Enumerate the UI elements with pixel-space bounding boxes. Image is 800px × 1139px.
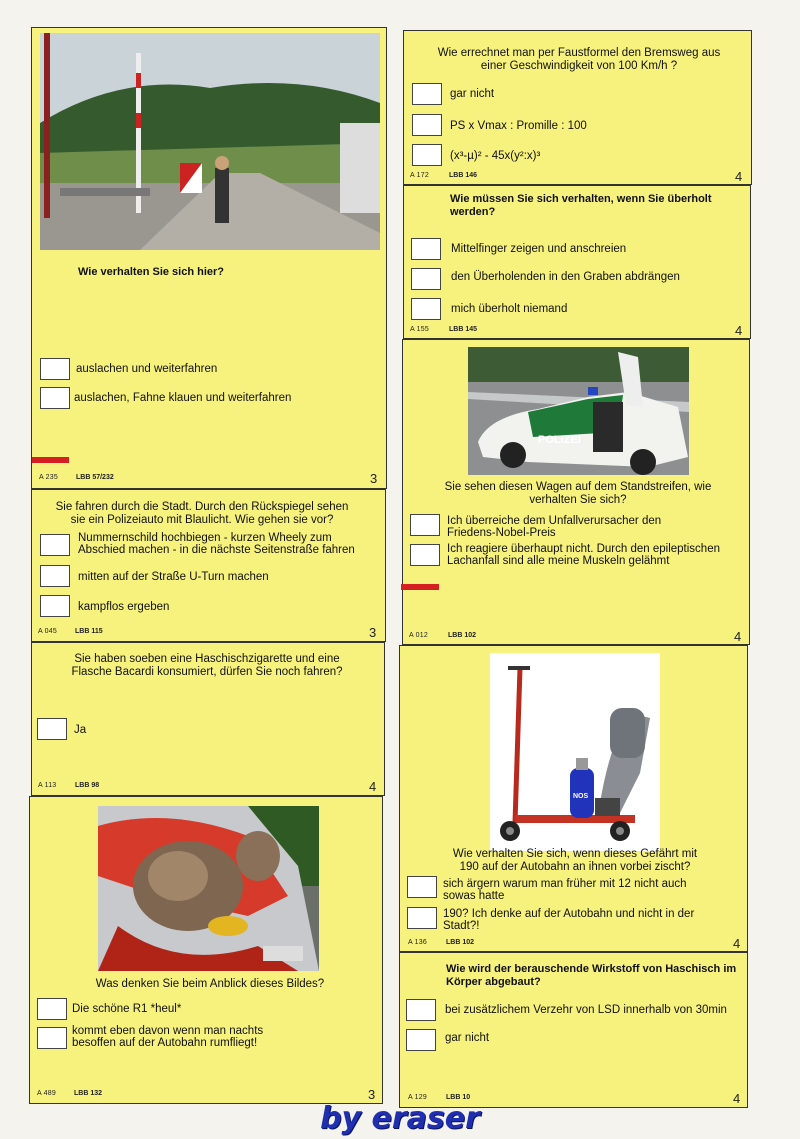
- answer-option: auslachen und weiterfahren: [76, 363, 218, 375]
- question-code: A 172: [410, 172, 429, 179]
- nos-scooter-photo: [490, 653, 660, 851]
- answer-option: gar nicht: [445, 1032, 490, 1044]
- answer-option: auslachen, Fahne klauen und weiterfahren: [74, 392, 292, 404]
- question-text: Wie müssen Sie sich verhalten, wenn Sie überholt werden?: [450, 193, 712, 218]
- nos-bottle-label: NOS: [573, 793, 589, 800]
- lbb-ref: LBB 132: [74, 1090, 103, 1097]
- answer-checkbox[interactable]: [40, 595, 70, 617]
- answer-checkbox[interactable]: [410, 514, 440, 536]
- answer-checkbox[interactable]: [412, 144, 442, 166]
- question-card-scooter: [399, 645, 748, 952]
- red-marker: [401, 584, 439, 590]
- question-text: Sie haben soeben eine Haschischzigarette und eine Flasche Bacardi konsumiert, dürfen Sie noch fahren?: [71, 653, 343, 678]
- answer-option: Die schöne R1 *heul*: [72, 1003, 182, 1015]
- question-card-bremsweg: [403, 30, 752, 185]
- police-car-label: POLIZEI: [538, 434, 581, 446]
- question-code: A 235: [39, 474, 58, 481]
- answer-checkbox[interactable]: [37, 1027, 67, 1049]
- question-code: A 113: [38, 782, 57, 789]
- crashed-motorcycle-photo: [98, 806, 319, 971]
- lbb-ref: LBB 102: [448, 632, 477, 639]
- question-text: Wie verhalten Sie sich, wenn dieses Gefährt mit 190 auf der Autobahn an ihnen vorbei zischt?: [452, 848, 698, 873]
- answer-checkbox[interactable]: [37, 998, 67, 1020]
- points: 4: [734, 629, 742, 644]
- lbb-ref: LBB 115: [75, 628, 103, 635]
- points: 3: [368, 1087, 376, 1102]
- question-card-overtaken: [403, 185, 751, 339]
- answer-option: mich überholt niemand: [451, 303, 568, 315]
- question-text: Wie wird der berauschende Wirkstoff von Haschisch im Körper abgebaut?: [446, 963, 737, 988]
- answer-checkbox[interactable]: [407, 876, 437, 898]
- question-card-haschisch: [31, 642, 385, 796]
- answer-checkbox[interactable]: [412, 114, 442, 136]
- answer-checkbox[interactable]: [40, 565, 70, 587]
- question-code: A 155: [410, 326, 429, 333]
- footer-signature: by eraser: [320, 1101, 480, 1136]
- answer-checkbox[interactable]: [410, 544, 440, 566]
- points: 4: [735, 169, 743, 184]
- question-code: A 045: [38, 628, 57, 635]
- answer-option: den Überholenden in den Graben abdrängen: [451, 271, 680, 283]
- answer-option: Mittelfinger zeigen und anschreien: [451, 243, 627, 255]
- lbb-ref: LBB 10: [446, 1094, 471, 1101]
- question-card-wirkstoff: [399, 952, 748, 1108]
- answer-option: sich ärgern warum man früher mit 12 nicht auch sowas hatte: [443, 878, 687, 902]
- question-card-police-car: [402, 339, 750, 645]
- answer-checkbox[interactable]: [406, 999, 436, 1021]
- answer-option: PS x Vmax : Promille : 100: [450, 120, 587, 132]
- lbb-ref: LBB 57/232: [76, 474, 114, 481]
- railroad-crossing-photo: [40, 33, 380, 250]
- answer-option: Ich reagiere überhaupt nicht. Durch den epileptischen Lachanfall sind alle meine Muskeln gelähmt: [447, 543, 720, 567]
- answer-option: bei zusätzlichem Verzehr von LSD innerhalb von 30min: [445, 1004, 727, 1016]
- answer-option: gar nicht: [450, 88, 495, 100]
- answer-option: Nummernschild hochbiegen - kurzen Wheely zum Abschied machen - in die nächste Seitenstraße fahren: [78, 532, 355, 556]
- question-text: Was denken Sie beim Anblick dieses Bildes?: [95, 978, 325, 990]
- answer-checkbox[interactable]: [406, 1029, 436, 1051]
- answer-option: Ja: [74, 724, 87, 736]
- points: 4: [735, 323, 743, 338]
- answer-checkbox[interactable]: [412, 83, 442, 105]
- points: 3: [370, 471, 378, 486]
- answer-checkbox[interactable]: [411, 238, 441, 260]
- answer-checkbox[interactable]: [411, 268, 441, 290]
- question-card-r1: [29, 796, 383, 1104]
- lbb-ref: LBB 98: [75, 782, 100, 789]
- lbb-ref: LBB 146: [449, 172, 478, 179]
- answer-option: 190? Ich denke auf der Autobahn und nicht in der Stadt?!: [443, 908, 695, 932]
- points: 4: [733, 1091, 741, 1106]
- question-code: A 129: [408, 1094, 427, 1101]
- answer-checkbox[interactable]: [40, 534, 70, 556]
- question-text: Sie sehen diesen Wagen auf dem Standstreifen, wie verhalten Sie sich?: [444, 481, 712, 506]
- question-code: A 012: [409, 632, 428, 639]
- answer-checkbox[interactable]: [411, 298, 441, 320]
- answer-checkbox[interactable]: [40, 358, 70, 380]
- answer-option: kampflos ergeben: [78, 601, 170, 613]
- answer-option: (x³-µ)² - 45x(y²:x)³: [450, 150, 541, 162]
- answer-option: mitten auf der Straße U-Turn machen: [78, 571, 269, 583]
- lbb-ref: LBB 102: [446, 939, 475, 946]
- question-text: Sie fahren durch die Stadt. Durch den Rückspiegel sehen sie ein Polizeiauto mit Blaulicht. Wie gehen sie vor?: [55, 501, 349, 526]
- crashed-police-car-photo: [468, 347, 689, 475]
- question-code: A 489: [37, 1090, 56, 1097]
- points: 4: [733, 936, 741, 951]
- question-card-police: [31, 489, 386, 642]
- answer-checkbox[interactable]: [40, 387, 70, 409]
- answer-checkbox[interactable]: [37, 718, 67, 740]
- question-text: Wie verhalten Sie sich hier?: [78, 266, 225, 278]
- question-code: A 136: [408, 939, 427, 946]
- points: 3: [369, 625, 377, 640]
- points: 4: [369, 779, 377, 794]
- answer-option: Ich überreiche dem Unfallverursacher den Friedens-Nobel-Preis: [447, 515, 662, 539]
- answer-option: kommt eben davon wenn man nachts besoffen auf der Autobahn rumfliegt!: [72, 1025, 264, 1049]
- question-card-barrier: [31, 27, 387, 489]
- answer-checkbox[interactable]: [407, 907, 437, 929]
- question-text: Wie errechnet man per Faustformel den Bremsweg aus einer Geschwindigkeit von 100 Km/h ?: [437, 47, 721, 72]
- red-marker: [32, 457, 69, 463]
- lbb-ref: LBB 145: [449, 326, 478, 333]
